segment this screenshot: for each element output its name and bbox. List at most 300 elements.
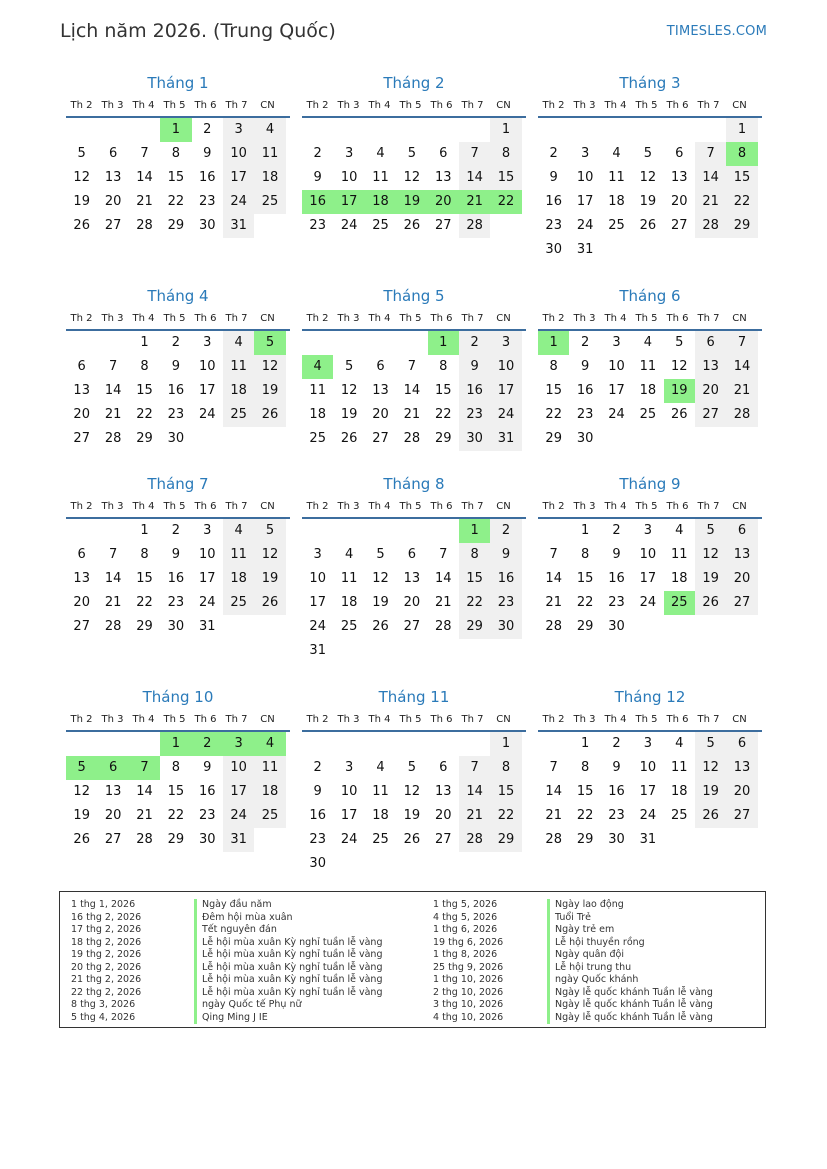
day-cell[interactable]: 4	[254, 118, 285, 142]
day-cell[interactable]: 10	[490, 355, 521, 379]
day-cell[interactable]: 27	[434, 832, 452, 847]
day-cell[interactable]: 14	[545, 784, 562, 799]
day-cell[interactable]: 3	[223, 732, 254, 756]
day-cell[interactable]: 17	[223, 780, 254, 804]
day-cell[interactable]: 3	[344, 760, 354, 775]
day-cell[interactable]: 26	[73, 832, 90, 847]
day-cell[interactable]: 9	[171, 547, 180, 562]
day-cell[interactable]: 23	[608, 595, 625, 610]
day-cell[interactable]: 3	[612, 335, 621, 350]
day-cell[interactable]: 2	[203, 122, 212, 137]
day-cell[interactable]: 6	[376, 359, 385, 374]
day-cell[interactable]: 29	[726, 214, 757, 238]
day-cell[interactable]: 17	[198, 571, 216, 586]
day-cell[interactable]: 30	[545, 242, 562, 257]
day-cell[interactable]: 8	[490, 142, 521, 166]
day-cell[interactable]: 8	[580, 547, 590, 562]
day-cell[interactable]: 27	[73, 619, 90, 634]
day-cell[interactable]: 5	[77, 146, 86, 161]
day-cell[interactable]: 21	[136, 808, 153, 823]
day-cell[interactable]: 9	[549, 170, 558, 185]
day-cell[interactable]: 3	[490, 331, 521, 355]
day-cell[interactable]: 29	[545, 431, 562, 446]
day-cell[interactable]: 3	[643, 523, 652, 538]
day-cell[interactable]: 30	[608, 619, 625, 634]
day-cell[interactable]: 21	[104, 595, 122, 610]
day-cell[interactable]: 24	[309, 619, 326, 634]
day-cell[interactable]: 19	[372, 595, 389, 610]
day-cell[interactable]: 13	[403, 571, 421, 586]
day-cell[interactable]: 1	[160, 732, 191, 756]
day-cell[interactable]: 14	[459, 166, 490, 190]
day-cell[interactable]: 22	[167, 194, 185, 209]
day-cell[interactable]: 3	[313, 547, 322, 562]
day-cell[interactable]: 23	[167, 407, 185, 422]
day-cell[interactable]: 5	[675, 335, 684, 350]
day-cell[interactable]: 13	[670, 170, 688, 185]
day-cell[interactable]: 15	[490, 166, 521, 190]
day-cell[interactable]: 5	[407, 146, 416, 161]
day-cell[interactable]: 13	[372, 383, 389, 398]
day-cell[interactable]: 2	[313, 146, 322, 161]
day-cell[interactable]: 18	[309, 407, 326, 422]
day-cell[interactable]: 2	[490, 519, 521, 543]
day-cell[interactable]: 8	[580, 760, 590, 775]
day-cell[interactable]: 16	[545, 194, 562, 209]
day-cell[interactable]: 4	[302, 355, 333, 379]
day-cell[interactable]: 26	[340, 431, 358, 446]
day-cell[interactable]: 19	[340, 407, 358, 422]
day-cell[interactable]: 9	[203, 146, 212, 161]
day-cell[interactable]: 28	[104, 431, 122, 446]
day-cell[interactable]: 11	[254, 756, 285, 780]
day-cell[interactable]: 3	[223, 118, 254, 142]
day-cell[interactable]: 17	[309, 595, 326, 610]
day-cell[interactable]: 8	[549, 359, 558, 374]
day-cell[interactable]: 31	[309, 643, 326, 658]
day-cell[interactable]: 2	[549, 146, 558, 161]
day-cell[interactable]: 15	[167, 170, 185, 185]
day-cell[interactable]: 5	[254, 331, 285, 355]
day-cell[interactable]: 13	[695, 355, 726, 379]
day-cell[interactable]: 8	[726, 142, 757, 166]
day-cell[interactable]: 14	[459, 780, 490, 804]
day-cell[interactable]: 18	[670, 571, 688, 586]
day-cell[interactable]: 16	[608, 784, 625, 799]
day-cell[interactable]: 3	[344, 146, 354, 161]
day-cell[interactable]: 22	[136, 595, 153, 610]
day-cell[interactable]: 2	[171, 523, 180, 538]
day-cell[interactable]: 1	[459, 519, 490, 543]
day-cell[interactable]: 22	[726, 190, 757, 214]
day-cell[interactable]: 14	[695, 166, 726, 190]
day-cell[interactable]: 28	[459, 214, 490, 238]
day-cell[interactable]: 1	[580, 523, 590, 538]
day-cell[interactable]: 6	[439, 760, 448, 775]
day-cell[interactable]: 19	[254, 567, 285, 591]
day-cell[interactable]: 27	[695, 403, 726, 427]
day-cell[interactable]: 31	[576, 242, 594, 257]
day-cell[interactable]: 29	[576, 832, 594, 847]
day-cell[interactable]: 13	[104, 170, 122, 185]
day-cell[interactable]: 20	[726, 780, 757, 804]
day-cell[interactable]: 16	[198, 784, 216, 799]
day-cell[interactable]: 10	[608, 359, 625, 374]
day-cell[interactable]: 17	[608, 383, 625, 398]
day-cell[interactable]: 1	[140, 335, 149, 350]
day-cell[interactable]: 13	[726, 543, 757, 567]
day-cell[interactable]: 25	[223, 591, 254, 615]
day-cell[interactable]: 19	[695, 780, 726, 804]
day-cell[interactable]: 9	[612, 760, 621, 775]
day-cell[interactable]: 19	[73, 194, 90, 209]
day-cell[interactable]: 21	[104, 407, 122, 422]
day-cell[interactable]: 21	[459, 804, 490, 828]
day-cell[interactable]: 22	[545, 407, 562, 422]
day-cell[interactable]: 20	[434, 808, 452, 823]
day-cell[interactable]: 29	[459, 615, 490, 639]
day-cell[interactable]: 26	[670, 407, 688, 422]
day-cell[interactable]: 18	[372, 808, 389, 823]
day-cell[interactable]: 31	[223, 214, 254, 238]
day-cell[interactable]: 9	[612, 547, 621, 562]
day-cell[interactable]: 24	[223, 804, 254, 828]
day-cell[interactable]: 25	[254, 804, 285, 828]
day-cell[interactable]: 25	[340, 619, 358, 634]
day-cell[interactable]: 25	[670, 808, 688, 823]
day-cell[interactable]: 12	[372, 571, 389, 586]
day-cell[interactable]: 18	[365, 190, 396, 214]
day-cell[interactable]: 5	[695, 519, 726, 543]
day-cell[interactable]: 10	[576, 170, 594, 185]
day-cell[interactable]: 26	[254, 591, 285, 615]
day-cell[interactable]: 26	[695, 804, 726, 828]
day-cell[interactable]: 3	[203, 335, 212, 350]
day-cell[interactable]: 25	[372, 832, 389, 847]
day-cell[interactable]: 13	[726, 756, 757, 780]
day-cell[interactable]: 25	[608, 218, 625, 233]
day-cell[interactable]: 21	[545, 595, 562, 610]
day-cell[interactable]: 9	[580, 359, 590, 374]
day-cell[interactable]: 5	[66, 756, 97, 780]
day-cell[interactable]: 27	[104, 832, 122, 847]
day-cell[interactable]: 28	[695, 214, 726, 238]
day-cell[interactable]: 21	[434, 595, 452, 610]
day-cell[interactable]: 28	[136, 832, 153, 847]
day-cell[interactable]: 20	[403, 595, 421, 610]
day-cell[interactable]: 23	[459, 403, 490, 427]
day-cell[interactable]: 29	[136, 431, 153, 446]
day-cell[interactable]: 7	[726, 331, 757, 355]
day-cell[interactable]: 31	[198, 619, 216, 634]
day-cell[interactable]: 11	[223, 543, 254, 567]
day-cell[interactable]: 7	[129, 756, 160, 780]
day-cell[interactable]: 21	[545, 808, 562, 823]
day-cell[interactable]: 9	[490, 543, 521, 567]
day-cell[interactable]: 16	[490, 567, 521, 591]
day-cell[interactable]: 23	[167, 595, 185, 610]
day-cell[interactable]: 14	[136, 784, 153, 799]
day-cell[interactable]: 11	[670, 547, 688, 562]
day-cell[interactable]: 17	[576, 194, 594, 209]
day-cell[interactable]: 22	[136, 407, 153, 422]
day-cell[interactable]: 4	[223, 519, 254, 543]
day-cell[interactable]: 5	[695, 732, 726, 756]
day-cell[interactable]: 15	[167, 784, 185, 799]
day-cell[interactable]: 17	[639, 571, 657, 586]
day-cell[interactable]: 12	[340, 383, 358, 398]
day-cell[interactable]: 4	[675, 523, 684, 538]
day-cell[interactable]: 10	[639, 760, 657, 775]
day-cell[interactable]: 1	[160, 118, 191, 142]
day-cell[interactable]: 30	[459, 427, 490, 451]
day-cell[interactable]: 10	[223, 142, 254, 166]
day-cell[interactable]: 6	[108, 146, 118, 161]
day-cell[interactable]: 2	[459, 331, 490, 355]
day-cell[interactable]: 22	[490, 804, 521, 828]
day-cell[interactable]: 2	[612, 736, 621, 751]
day-cell[interactable]: 6	[675, 146, 684, 161]
day-cell[interactable]: 15	[545, 383, 562, 398]
day-cell[interactable]: 30	[608, 832, 625, 847]
day-cell[interactable]: 23	[608, 808, 625, 823]
day-cell[interactable]: 14	[104, 571, 122, 586]
day-cell[interactable]: 7	[108, 547, 118, 562]
day-cell[interactable]: 24	[576, 218, 594, 233]
day-cell[interactable]: 26	[639, 218, 657, 233]
day-cell[interactable]: 24	[608, 407, 625, 422]
day-cell[interactable]: 9	[459, 355, 490, 379]
day-cell[interactable]: 22	[459, 591, 490, 615]
day-cell[interactable]: 22	[576, 808, 594, 823]
day-cell[interactable]: 6	[695, 331, 726, 355]
day-cell[interactable]: 26	[695, 591, 726, 615]
day-cell[interactable]: 30	[576, 431, 594, 446]
day-cell[interactable]: 2	[612, 523, 621, 538]
day-cell[interactable]: 4	[223, 331, 254, 355]
day-cell[interactable]: 24	[198, 595, 216, 610]
day-cell[interactable]: 6	[726, 732, 757, 756]
day-cell[interactable]: 2	[580, 335, 590, 350]
day-cell[interactable]: 13	[434, 784, 452, 799]
day-cell[interactable]: 23	[309, 832, 326, 847]
day-cell[interactable]: 27	[434, 218, 452, 233]
day-cell[interactable]: 7	[108, 359, 118, 374]
day-cell[interactable]: 14	[545, 571, 562, 586]
day-cell[interactable]: 24	[639, 808, 657, 823]
day-cell[interactable]: 21	[136, 194, 153, 209]
day-cell[interactable]: 23	[545, 218, 562, 233]
day-cell[interactable]: 26	[73, 218, 90, 233]
day-cell[interactable]: 12	[403, 784, 421, 799]
day-cell[interactable]: 24	[639, 595, 657, 610]
day-cell[interactable]: 10	[198, 359, 216, 374]
day-cell[interactable]: 9	[313, 170, 322, 185]
day-cell[interactable]: 6	[439, 146, 448, 161]
day-cell[interactable]: 18	[670, 784, 688, 799]
day-cell[interactable]: 17	[198, 383, 216, 398]
day-cell[interactable]: 29	[167, 218, 185, 233]
day-cell[interactable]: 1	[490, 732, 521, 756]
day-cell[interactable]: 14	[104, 383, 122, 398]
day-cell[interactable]: 8	[171, 760, 180, 775]
day-cell[interactable]: 16	[576, 383, 594, 398]
day-cell[interactable]: 8	[171, 146, 180, 161]
day-cell[interactable]: 14	[136, 170, 153, 185]
day-cell[interactable]: 7	[549, 547, 558, 562]
day-cell[interactable]: 19	[664, 379, 695, 403]
day-cell[interactable]: 27	[104, 218, 122, 233]
day-cell[interactable]: 1	[538, 331, 569, 355]
day-cell[interactable]: 8	[140, 547, 149, 562]
day-cell[interactable]: 3	[580, 146, 590, 161]
day-cell[interactable]: 1	[140, 523, 149, 538]
day-cell[interactable]: 6	[77, 547, 86, 562]
day-cell[interactable]: 28	[545, 619, 562, 634]
day-cell[interactable]: 5	[643, 146, 652, 161]
day-cell[interactable]: 26	[372, 619, 389, 634]
day-cell[interactable]: 7	[695, 142, 726, 166]
day-cell[interactable]: 17	[490, 379, 521, 403]
day-cell[interactable]: 30	[490, 615, 521, 639]
day-cell[interactable]: 4	[254, 732, 285, 756]
day-cell[interactable]: 28	[434, 619, 452, 634]
day-cell[interactable]: 7	[439, 547, 448, 562]
day-cell[interactable]: 14	[726, 355, 757, 379]
day-cell[interactable]: 7	[140, 146, 149, 161]
day-cell[interactable]: 24	[198, 407, 216, 422]
day-cell[interactable]: 24	[340, 218, 358, 233]
day-cell[interactable]: 5	[254, 519, 285, 543]
day-cell[interactable]: 4	[376, 146, 385, 161]
day-cell[interactable]: 19	[403, 808, 421, 823]
day-cell[interactable]: 15	[576, 571, 594, 586]
day-cell[interactable]: 15	[726, 166, 757, 190]
day-cell[interactable]: 25	[372, 218, 389, 233]
day-cell[interactable]: 10	[223, 756, 254, 780]
day-cell[interactable]: 12	[695, 543, 726, 567]
day-cell[interactable]: 4	[643, 335, 652, 350]
day-cell[interactable]: 27	[726, 591, 757, 615]
day-cell[interactable]: 31	[639, 832, 657, 847]
day-cell[interactable]: 26	[403, 832, 421, 847]
day-cell[interactable]: 16	[309, 808, 326, 823]
day-cell[interactable]: 11	[372, 784, 389, 799]
day-cell[interactable]: 25	[664, 591, 695, 615]
day-cell[interactable]: 29	[167, 832, 185, 847]
day-cell[interactable]: 22	[490, 190, 521, 214]
day-cell[interactable]: 15	[434, 383, 452, 398]
day-cell[interactable]: 13	[73, 383, 90, 398]
day-cell[interactable]: 9	[171, 359, 180, 374]
day-cell[interactable]: 20	[372, 407, 389, 422]
day-cell[interactable]: 22	[576, 595, 594, 610]
day-cell[interactable]: 15	[136, 383, 153, 398]
day-cell[interactable]: 26	[254, 403, 285, 427]
day-cell[interactable]: 15	[576, 784, 594, 799]
day-cell[interactable]: 20	[73, 407, 90, 422]
day-cell[interactable]: 28	[104, 619, 122, 634]
day-cell[interactable]: 20	[104, 808, 122, 823]
day-cell[interactable]: 19	[695, 567, 726, 591]
day-cell[interactable]: 14	[434, 571, 452, 586]
day-cell[interactable]: 10	[309, 571, 326, 586]
day-cell[interactable]: 23	[309, 218, 326, 233]
day-cell[interactable]: 27	[670, 218, 688, 233]
day-cell[interactable]: 28	[403, 431, 421, 446]
day-cell[interactable]: 30	[167, 431, 185, 446]
day-cell[interactable]: 20	[726, 567, 757, 591]
day-cell[interactable]: 18	[254, 780, 285, 804]
day-cell[interactable]: 23	[198, 808, 216, 823]
day-cell[interactable]: 12	[73, 784, 90, 799]
day-cell[interactable]: 20	[670, 194, 688, 209]
day-cell[interactable]: 7	[549, 760, 558, 775]
day-cell[interactable]: 12	[73, 170, 90, 185]
day-cell[interactable]: 17	[639, 784, 657, 799]
day-cell[interactable]: 12	[695, 756, 726, 780]
day-cell[interactable]: 30	[198, 832, 216, 847]
day-cell[interactable]: 30	[309, 856, 326, 871]
day-cell[interactable]: 25	[639, 407, 657, 422]
day-cell[interactable]: 27	[372, 431, 389, 446]
day-cell[interactable]: 25	[223, 403, 254, 427]
day-cell[interactable]: 7	[407, 359, 416, 374]
day-cell[interactable]: 24	[490, 403, 521, 427]
day-cell[interactable]: 30	[198, 218, 216, 233]
day-cell[interactable]: 10	[340, 784, 358, 799]
day-cell[interactable]: 23	[198, 194, 216, 209]
day-cell[interactable]: 15	[490, 780, 521, 804]
day-cell[interactable]: 16	[459, 379, 490, 403]
day-cell[interactable]: 17	[333, 190, 364, 214]
day-cell[interactable]: 7	[459, 756, 490, 780]
day-cell[interactable]: 6	[97, 756, 128, 780]
day-cell[interactable]: 27	[726, 804, 757, 828]
day-cell[interactable]: 18	[639, 383, 657, 398]
day-cell[interactable]: 20	[428, 190, 459, 214]
day-cell[interactable]: 28	[726, 403, 757, 427]
day-cell[interactable]: 18	[223, 379, 254, 403]
day-cell[interactable]: 7	[459, 142, 490, 166]
day-cell[interactable]: 3	[203, 523, 212, 538]
day-cell[interactable]: 20	[73, 595, 90, 610]
day-cell[interactable]: 27	[73, 431, 90, 446]
day-cell[interactable]: 12	[254, 543, 285, 567]
day-cell[interactable]: 4	[675, 736, 684, 751]
day-cell[interactable]: 8	[459, 543, 490, 567]
brand-link[interactable]: TIMESLES.COM	[666, 24, 767, 39]
day-cell[interactable]: 31	[223, 828, 254, 852]
day-cell[interactable]: 18	[254, 166, 285, 190]
day-cell[interactable]: 12	[403, 170, 421, 185]
day-cell[interactable]: 4	[344, 547, 354, 562]
day-cell[interactable]: 28	[545, 832, 562, 847]
day-cell[interactable]: 29	[490, 828, 521, 852]
day-cell[interactable]: 6	[77, 359, 86, 374]
day-cell[interactable]: 11	[670, 760, 688, 775]
day-cell[interactable]: 8	[490, 756, 521, 780]
day-cell[interactable]: 16	[167, 571, 185, 586]
day-cell[interactable]: 11	[254, 142, 285, 166]
day-cell[interactable]: 19	[73, 808, 90, 823]
day-cell[interactable]: 4	[376, 760, 385, 775]
day-cell[interactable]: 13	[73, 571, 90, 586]
day-cell[interactable]: 28	[459, 828, 490, 852]
day-cell[interactable]: 18	[340, 595, 358, 610]
day-cell[interactable]: 23	[490, 591, 521, 615]
day-cell[interactable]: 9	[313, 784, 322, 799]
